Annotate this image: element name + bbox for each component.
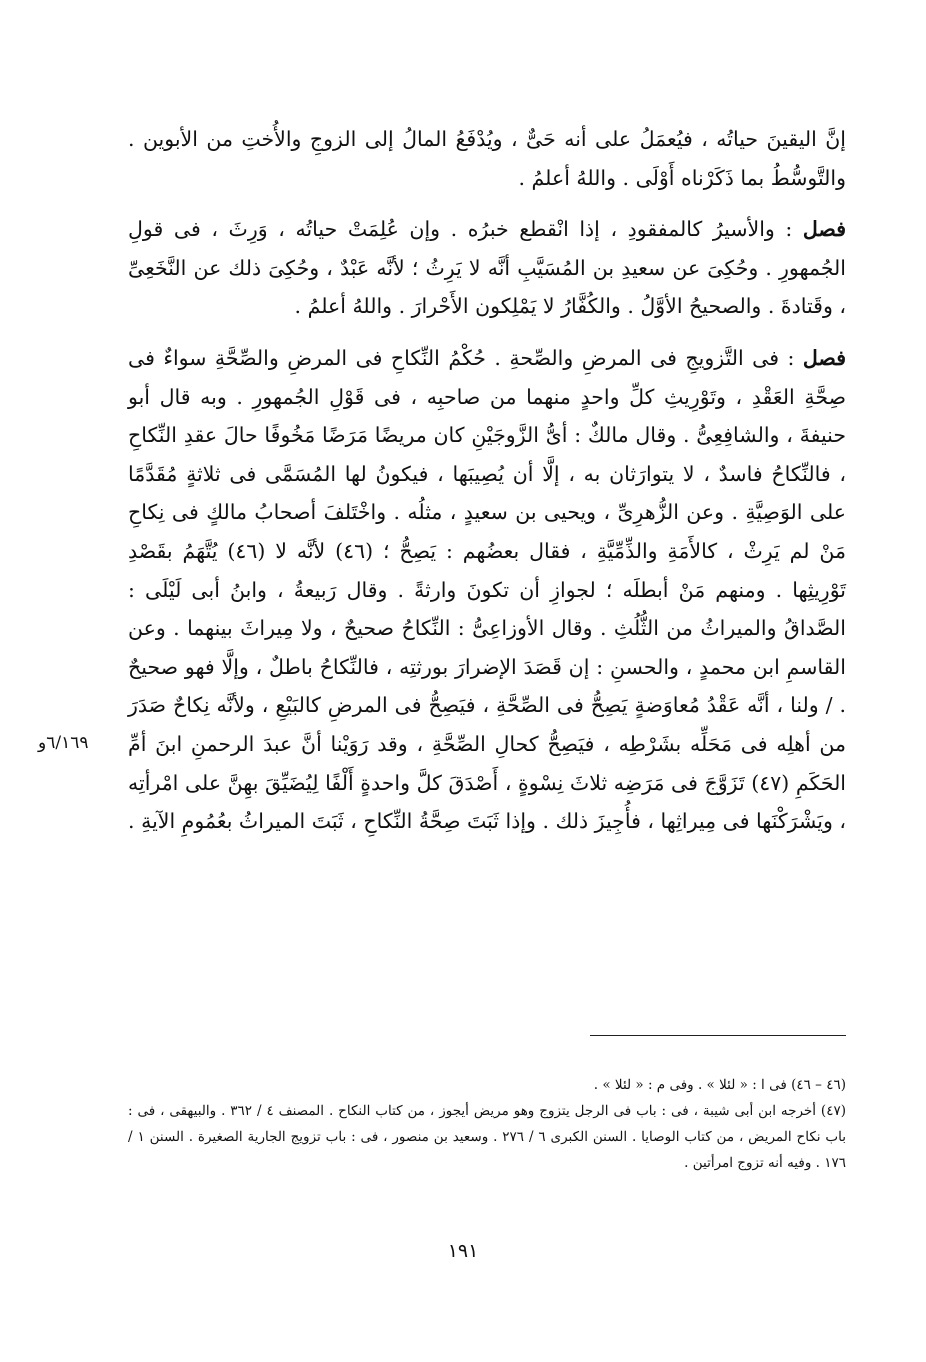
paragraph-1: [128, 120, 846, 197]
footnote-47: (٤٧) أخرجه ابن أبى شيبة ، فى : باب فى الرجل يتزوج وهو مريض أيجوز ، من كتاب النكاح . المصنف ٤ / ٣٦٢ . والبيهقى ، فى : باب نكاح المريض ، من كتاب الوصايا . السنن الكبرى ٦ / ٢٧٦ . وسعيد بن منصور ، فى : باب تزويج الجارية الصغيرة . السنن ١ / ١٧٦ . وفيه أنه تزوج امرأتين .: [128, 1103, 846, 1171]
page-number: ١٩١: [447, 1240, 479, 1262]
paragraph-2: [128, 210, 846, 326]
manuscript-folio-note: ٦/١٦٩و: [38, 733, 89, 753]
paragraph-3-text: : فى التَّزويجِ فى المرضِ والصِّحةِ . حُكْمُ النِّكاحِ فى المرضِ والصِّحَّةِ سواءٌ فى صِحَّةِ العَقْدِ ، وتَوْرِيثِ كلِّ واحدٍ منهما من صاحبِه ، فى قَوْلِ الجُمهورِ . وبه قال أبو حنيفةَ ، والشافِعِىُّ . وقال مالكٌ : أىُّ الزَّوجَيْنِ كان مريضًا مَرَضًا مَخُوفًا حالَ عقدِ النِّكاحِ ، فالنِّكاحُ فاسدٌ ، لا يتوارَثان به ، إلَّا أن يُصِيبَها ، فيكونُ لها المُسَمَّى فى ثلاثةٍ مُقَدَّمًا على الوَصِيَّةِ . وعن الزُّهرِىِّ ، ويحيى بن سعيدٍ ، مثلُه . واخْتَلفَ أصحابُ مالكٍ فى نِكاحِ مَنْ لم يَرِثْ ، كالأَمَةِ والذِّمِّيَّةِ ، فقال بعضُهم : يَصِحُّ ؛ (٤٦) لأنَّه لا (٤٦) يُتَّهَمُ بقَصْدِ تَوْرِيثِها . ومنهم مَنْ أبطلَه ؛ لجوازِ أن تكونَ وارثةً . وقال رَبيعةُ ، وابنُ أبى لَيْلَى : الصَّداقُ والميراثُ من الثُّلُثِ . وقال الأوزاعِىُّ : النِّكاحُ صحيحٌ ، ولا مِيراثَ بينهما . وعن القاسمِ ابن محمدٍ ، والحسنِ : إن قَصَدَ الإضرارَ بورثتِه ، فالنِّكاحُ باطلٌ ، وإلَّا فهو صحيحٌ . / ولنا ، أنَّه عَقْدُ مُعاوَضةٍ يَصِحُّ فى الصِّحَّةِ ، فيَصِحُّ فى المرضِ كالبَيْعِ ، ولأنَّه نِكاحٌ صَدَرَ من أهلِه فى مَحَلِّه بشَرْطِه ، فيَصِحُّ كحالِ الصِّحَّةِ ، وقد رَوَيْنا أنَّ عبدَ الرحمنِ ابنَ أمِّ الحَكَمِ (٤٧) تَزَوَّجَ فى مَرَضِه ثلاثَ نِسْوةٍ ، أَصْدَقَ كلَّ واحدةٍ أَلْفًا لِيُضَيِّقَ بهِنَّ على امْرأتِه ، ويَشْرَكْنَها فى مِيراثِها ، فأُجِيزَ ذلك . وإذا ثَبَتَ صِحَّةُ النِّكاحِ ، ثَبَتَ الميراثُ بعُمُومِ الآيةِ .: [128, 345, 847, 834]
paragraph-3: [128, 339, 846, 841]
footnote-divider: [590, 1035, 846, 1036]
footnote-46: (٤٦ – ٤٦) فى ا : « لئلا » . وفى م : « لئلا » .: [593, 1077, 846, 1093]
paragraph-1-text: إنَّ اليقينَ حياتُه ، فيُعمَلُ على أنه حَىٌّ ، ويُدْفَعُ المالُ إلى الزوجِ والأُختِ من الأبوين . والتَّوسُّطُ بما ذَكَرْناه أَوْلَى . واللهُ أعلمُ .: [128, 127, 846, 190]
footnotes: [128, 1072, 846, 1176]
section-heading-fasl: فصل: [802, 345, 846, 370]
section-heading-fasl: فصل: [802, 217, 846, 242]
main-text: [128, 120, 846, 841]
paragraph-2-text: : والأسيرُ كالمفقودِ ، إذا انْقطع خبرُه . وإن عُلِمَتْ حياتُه ، وَرِثَ ، فى قولِ الجُمهورِ . وحُكِىَ عن سعيدِ بن المُسَيَّبِ أنَّه لا يَرِثُ ؛ لأنَّه عَبْدٌ ، وحُكِىَ ذلك عن النَّخَعِىِّ ، وقَتادةَ . والصحيحُ الأوَّلُ . والكُفَّارُ لا يَمْلِكون الأَحْرارَ . واللهُ أعلمُ .: [128, 217, 846, 319]
